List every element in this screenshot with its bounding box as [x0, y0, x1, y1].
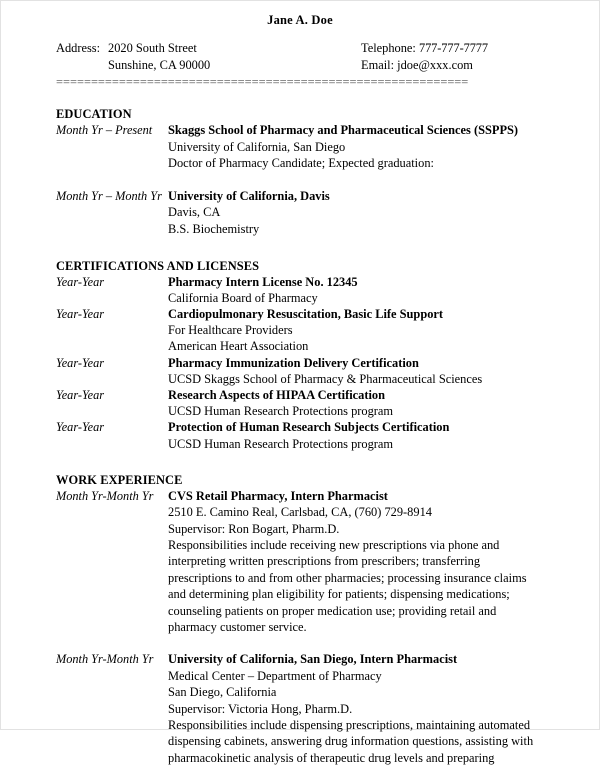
entry — [1, 387, 599, 419]
page-title: Jane A. Doe — [267, 13, 333, 27]
entry — [1, 355, 599, 387]
entry-date: Month Yr-Month Yr — [56, 652, 154, 667]
entry-detail-line: Davis, CA — [168, 205, 221, 220]
section-work-experience — [1, 472, 599, 766]
entry-detail-line: San Diego, California — [168, 685, 277, 700]
entry-detail-line: University of California, San Diego — [168, 139, 346, 154]
entry — [1, 488, 599, 636]
entry-date: Year-Year — [56, 420, 105, 435]
entry — [1, 651, 599, 766]
entry-detail-line: Responsibilities include receiving new prescriptions via phone and — [168, 538, 500, 553]
entry-title: CVS Retail Pharmacy, Intern Pharmacist — [168, 488, 388, 503]
section-heading-work-experience: WORK EXPERIENCE — [56, 472, 183, 487]
entry — [1, 274, 599, 306]
entry-title: Pharmacy Intern License No. 12345 — [168, 274, 358, 289]
entry-detail-line: American Heart Association — [168, 339, 309, 354]
resume-sheet — [1, 1, 599, 765]
section-heading-certifications: CERTIFICATIONS AND LICENSES — [56, 258, 260, 273]
address-street: 2020 South Street — [108, 41, 197, 55]
entry-date: Year-Year — [56, 274, 105, 289]
entry-body — [168, 651, 599, 766]
entry-detail-line: interpreting written prescriptions from prescribers; transferring — [168, 554, 481, 569]
entry-date: Month Yr – Present — [56, 123, 153, 137]
entry-detail-line: prescriptions to and from other pharmacies; processing insurance claims — [168, 570, 527, 585]
contact-block — [1, 40, 599, 73]
email-label: Email: — [361, 57, 395, 72]
entry-detail-line: Doctor of Pharmacy Candidate; Expected graduation: — [168, 156, 434, 171]
section-education — [1, 106, 599, 238]
entry-body — [168, 274, 599, 306]
entry-date: Month Yr – Month Yr — [56, 188, 162, 203]
entry-detail-line: UCSD Human Research Protections program — [168, 436, 394, 451]
telephone-label: Telephone: — [361, 41, 416, 55]
section-heading-education: EDUCATION — [56, 107, 132, 121]
resume-sections — [1, 106, 599, 766]
contact-phone-email — [361, 40, 591, 73]
entry-detail-line: dispensing cabinets, answering drug information questions, assisting with — [168, 734, 534, 749]
entry-body — [168, 419, 599, 451]
entry-title: Protection of Human Research Subjects Certification — [168, 420, 450, 435]
address-city-state-zip: Sunshine, CA 90000 — [108, 57, 211, 72]
section-certifications — [1, 258, 599, 452]
address-label: Address: — [56, 41, 101, 55]
entry-detail-line: pharmacokinetic analysis of therapeutic drug levels and preparing — [168, 750, 495, 765]
entry-detail-line: Supervisor: Ron Bogart, Pharm.D. — [168, 521, 340, 536]
entry-title: Cardiopulmonary Resuscitation, Basic Life Support — [168, 306, 444, 321]
entry-body — [168, 387, 599, 419]
entry-title: University of California, San Diego, Intern Pharmacist — [168, 652, 458, 667]
entry-detail-line: and determining plan eligibility for patients; dispensing medications; — [168, 587, 510, 602]
entry-body — [168, 188, 599, 238]
entry-body — [168, 122, 599, 172]
email-value: jdoe@xxx.com — [397, 57, 473, 72]
entry-detail-line: California Board of Pharmacy — [168, 290, 318, 305]
contact-address — [1, 40, 361, 73]
telephone-value: 777-777-7777 — [418, 41, 488, 55]
entry-detail-line: UCSD Human Research Protections program — [168, 404, 394, 419]
entry-detail-line: counseling patients on proper medication use; providing retail and — [168, 603, 497, 618]
telephone-row — [361, 40, 591, 57]
address-line-1 — [56, 40, 361, 57]
entry-title: Pharmacy Immunization Delivery Certification — [168, 355, 419, 370]
entry-body — [168, 355, 599, 387]
email-row — [361, 57, 591, 74]
header-divider: =========================================================== — [56, 75, 469, 89]
entry-detail-line: B.S. Biochemistry — [168, 221, 260, 236]
entry — [1, 306, 599, 355]
entry-date: Year-Year — [56, 306, 105, 321]
entry — [1, 188, 599, 238]
entry-detail-line: Responsibilities include dispensing prescriptions, maintaining automated — [168, 718, 531, 733]
entry-date: Month Yr-Month Yr — [56, 488, 154, 503]
entry-detail-line: Supervisor: Victoria Hong, Pharm.D. — [168, 701, 353, 716]
entry-detail-line: 2510 E. Camino Real, Carlsbad, CA, (760) 729-8914 — [168, 505, 432, 520]
entry-title: Skaggs School of Pharmacy and Pharmaceutical Sciences (SSPPS) — [168, 123, 519, 137]
entry-detail-line: Medical Center – Department of Pharmacy — [168, 668, 382, 683]
entry — [1, 419, 599, 451]
entry-detail-line: UCSD Skaggs School of Pharmacy & Pharmaceutical Sciences — [168, 371, 483, 386]
entry-body — [168, 488, 599, 636]
entry — [1, 122, 599, 172]
entry-title: University of California, Davis — [168, 188, 330, 203]
entry-date: Year-Year — [56, 387, 105, 402]
entry-detail-line: For Healthcare Providers — [168, 323, 293, 338]
entry-date: Year-Year — [56, 355, 105, 370]
entry-body — [168, 306, 599, 355]
entry-title: Research Aspects of HIPAA Certification — [168, 387, 386, 402]
entry-detail-line: pharmacy customer service. — [168, 620, 307, 635]
